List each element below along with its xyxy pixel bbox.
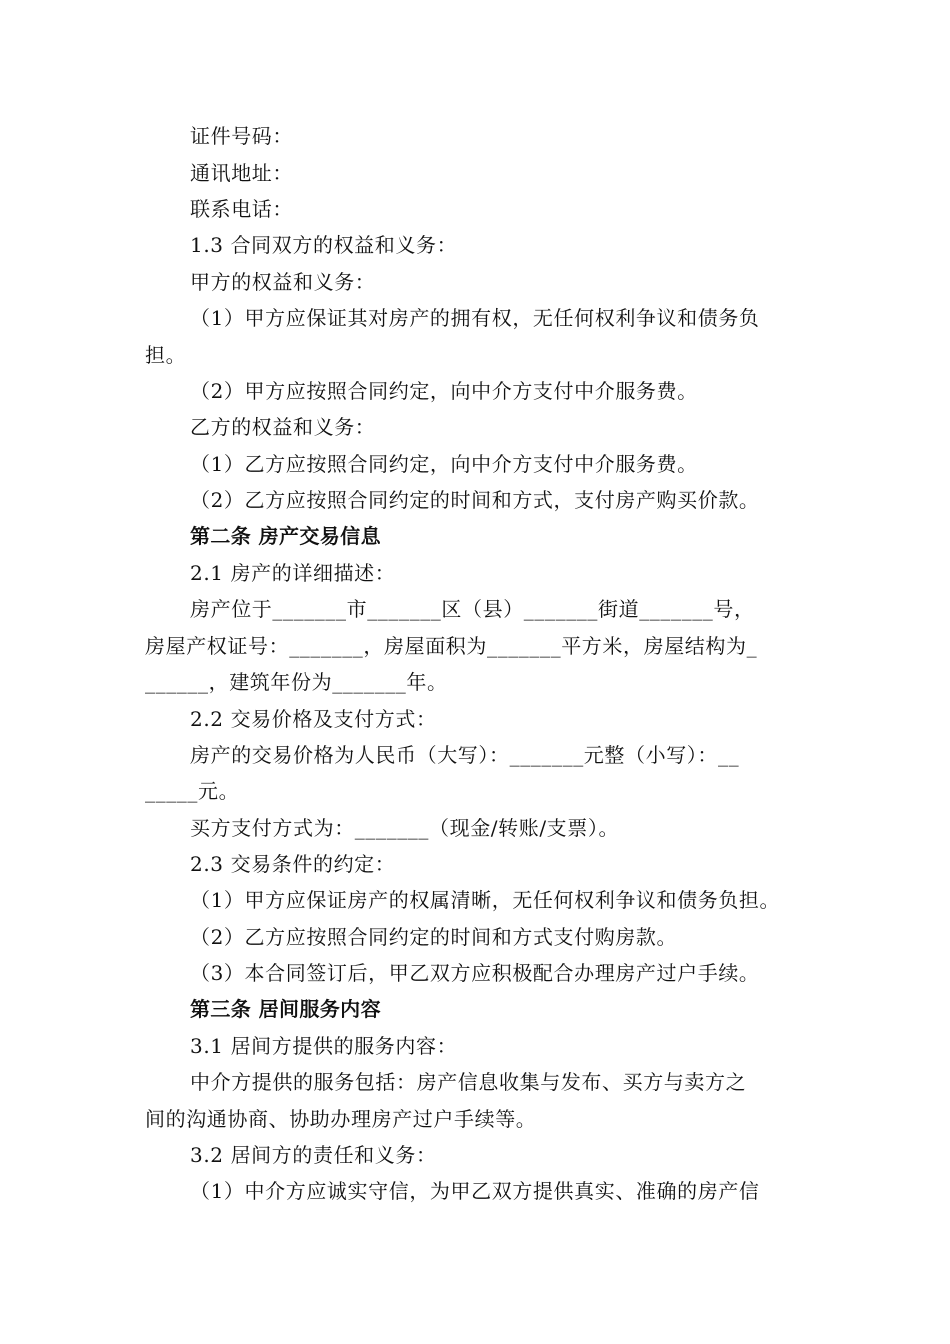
paragraph-line: （3）本合同签订后，甲乙双方应积极配合办理房产过户手续。 [190,961,760,985]
paragraph-line: 房产位于_______市_______区（县）_______街道_______号， [190,597,755,621]
clause-1-3-heading: 1.3 合同双方的权益和义务： [190,233,458,257]
paragraph-line: 中介方提供的服务包括：房产信息收集与发布、买方与卖方之 [190,1070,747,1094]
paragraph-line: （2）乙方应按照合同约定的时间和方式支付购房款。 [190,925,678,949]
paragraph-line: 担。 [145,343,187,367]
paragraph-line: （1）甲方应保证其对房产的拥有权，无任何权利争议和债务负 [190,306,760,330]
paragraph-line: 房屋产权证号：_______，房屋面积为_______平方米，房屋结构为_ [145,634,758,658]
paragraph-line: 间的沟通协商、协助办理房产过户手续等。 [145,1107,537,1131]
paragraph-line: 买方支付方式为：_______（现金/转账/支票）。 [190,816,620,840]
party-b-rights-heading: 乙方的权益和义务： [190,415,376,439]
paragraph-line: （2）甲方应按照合同约定，向中介方支付中介服务费。 [190,379,698,403]
paragraph-line: 房产的交易价格为人民币（大写）：_______元整（小写）：__ [190,743,740,767]
phone-label: 联系电话： [190,197,293,221]
article-2-heading: 第二条 房产交易信息 [190,524,381,548]
id-number-label: 证件号码： [190,124,293,148]
article-3-heading: 第三条 居间服务内容 [190,997,381,1021]
paragraph-line: （1）甲方应保证房产的权属清晰，无任何权利争议和债务负担。 [190,888,781,912]
clause-3-1-heading: 3.1 居间方提供的服务内容： [190,1034,458,1058]
paragraph-line: （1）中介方应诚实守信，为甲乙双方提供真实、准确的房产信 [190,1179,760,1203]
paragraph-line: （2）乙方应按照合同约定的时间和方式，支付房产购买价款。 [190,488,760,512]
address-label: 通讯地址： [190,161,293,185]
party-a-rights-heading: 甲方的权益和义务： [190,270,376,294]
clause-2-3-heading: 2.3 交易条件的约定： [190,852,396,876]
paragraph-line: （1）乙方应按照合同约定，向中介方支付中介服务费。 [190,452,698,476]
paragraph-line: ______，建筑年份为_______年。 [145,670,448,694]
clause-2-1-heading: 2.1 房产的详细描述： [190,561,396,585]
paragraph-line: _____元。 [145,779,240,803]
clause-2-2-heading: 2.2 交易价格及支付方式： [190,707,437,731]
clause-3-2-heading: 3.2 居间方的责任和义务： [190,1143,437,1167]
